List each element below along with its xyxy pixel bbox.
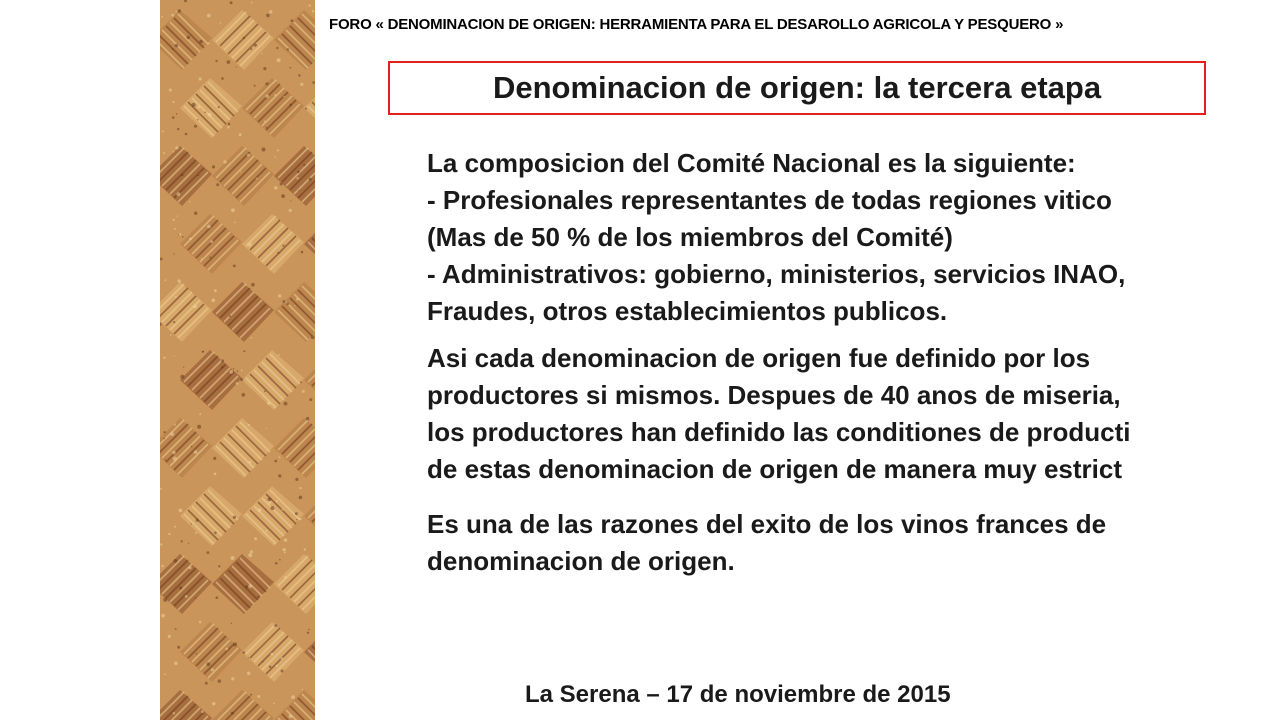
body-line: - Administrativos: gobierno, ministerios, servicios INAO, (427, 259, 1126, 289)
footer-location-date: La Serena – 17 de noviembre de 2015 (525, 681, 951, 708)
body-line: de estas denominacion de origen de manera muy estrict (427, 454, 1122, 484)
decorative-texture-strip (160, 0, 315, 720)
soil-texture-image (160, 0, 315, 720)
paragraph-producers (427, 340, 1280, 488)
body-line: productores si mismos. Despues de 40 anos de miseria, (427, 380, 1121, 410)
body-line: La composicion del Comité Nacional es la siguiente: (427, 148, 1076, 178)
paragraph-success-reason (427, 506, 1280, 580)
paragraph-committee-composition (427, 145, 1280, 330)
body-line: Es una de las razones del exito de los vinos frances de (427, 509, 1107, 539)
body-line: Asi cada denominacion de origen fue definido por los (427, 343, 1091, 373)
body-line: denominacion de origen. (427, 546, 735, 576)
body-line: los productores han definido las conditiones de producti (427, 417, 1131, 447)
body-line: Fraudes, otros establecimientos publicos. (427, 296, 948, 326)
body-line: (Mas de 50 % de los miembros del Comité) (427, 222, 953, 252)
body-line: - Profesionales representantes de todas regiones vitico (427, 185, 1112, 215)
forum-title: FORO « DENOMINACION DE ORIGEN: HERRAMIENTA PARA EL DESAROLLO AGRICOLA Y PESQUERO » (329, 16, 1064, 33)
slide-title: Denominacion de origen: la tercera etapa (492, 70, 1102, 105)
slide-title-box (388, 61, 1206, 115)
slide-body (427, 143, 1280, 603)
